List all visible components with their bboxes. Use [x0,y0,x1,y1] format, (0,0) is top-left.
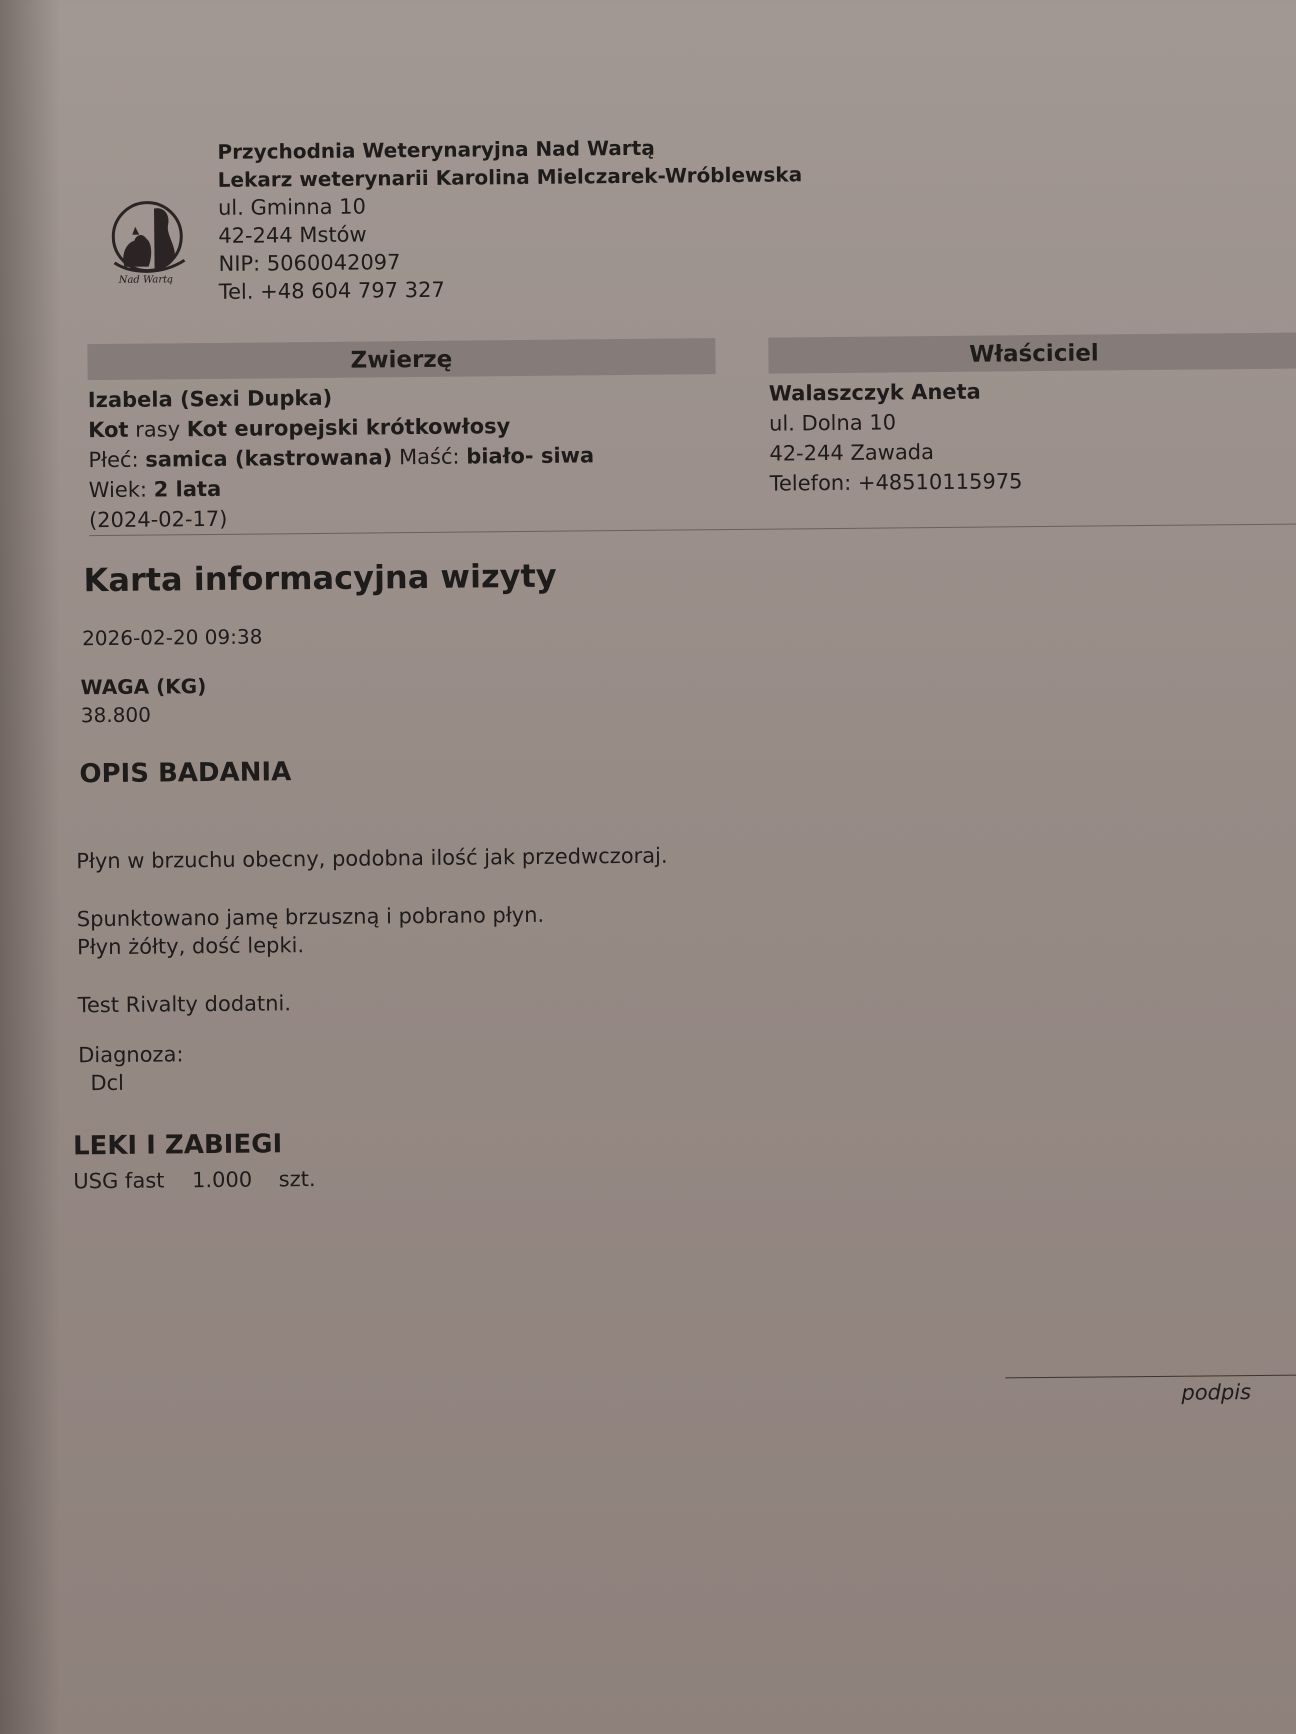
animal-section-header: Zwierzę [87,338,715,380]
clinic-vet: Lekarz weterynarii Karolina Mielczarek-Wróblewska [217,162,803,192]
animal-sex: samica (kastrowana) [145,445,393,472]
animal-species-breed [88,410,594,445]
owner-details [769,376,1023,498]
clinic-nip: NIP: 5060042097 [218,250,401,276]
exam-description [76,842,670,1098]
document-title: Karta informacyjna wizyty [83,556,557,600]
med-quantity: 1.000 [191,1167,253,1193]
animal-breed-label: rasy [135,417,181,442]
owner-name: Walaszczyk Aneta [768,379,981,406]
exam-line: Spunktowano jamę brzuszną i pobrano płyn. [76,902,545,932]
owner-section-header: Właściciel [768,333,1296,374]
visit-datetime: 2026-02-20 09:38 [82,624,263,651]
animal-age-label: Wiek: [88,477,148,503]
animal-age: 2 lata [153,476,222,502]
weight-label: WAGA (KG) [80,674,207,700]
animal-name: Izabela (Sexi Dupka) [87,385,333,413]
clinic-name: Przychodnia Weterynaryjna Nad Wartą [217,135,655,164]
weight-value: 38.800 [80,702,151,728]
logo-caption: Nad Wartą [118,274,174,286]
animal-species: Kot [88,417,129,443]
animal-details [88,380,595,535]
signature-label: podpis [1181,1380,1252,1405]
owner-street: ul. Dolna 10 [768,410,897,436]
exam-line: Test Rivalty dodatni. [77,991,292,1018]
clinic-logo [102,194,203,295]
meds-item-row [73,1167,315,1193]
meds-section-header: LEKI I ZABIEGI [72,1129,283,1162]
exam-line: Płyn w brzuchu obecny, podobna ilość jak przedwczoraj. [76,843,668,874]
signature-line [1005,1374,1296,1378]
animal-age-row [89,470,595,505]
owner-city: 42-244 Zawada [769,440,935,466]
animal-birth-date: (2024-02-17) [88,506,228,533]
animal-sex-label: Płeć: [88,447,139,473]
clinic-phone: Tel. +48 604 797 327 [218,277,445,304]
animal-breed: Kot europejski krótkowłosy [186,414,511,442]
diagnosis-label: Diagnoza: [78,1042,184,1068]
med-unit: szt. [278,1167,316,1192]
animal-color: biało- siwa [466,443,595,469]
exam-line: Płyn żółty, dość lepki. [76,933,305,960]
animal-color-label: Maść: [398,444,460,470]
clinic-city: 42-244 Mstów [218,222,367,248]
clinic-info [217,132,803,306]
med-name: USG fast [73,1168,165,1194]
diagnosis-value: Dcl [90,1070,125,1096]
clinic-street: ul. Gminna 10 [217,194,367,220]
exam-section-header: OPIS BADANIA [79,757,292,790]
owner-phone: Telefon: +48510115975 [769,469,1023,496]
animal-sex-color [88,440,594,475]
